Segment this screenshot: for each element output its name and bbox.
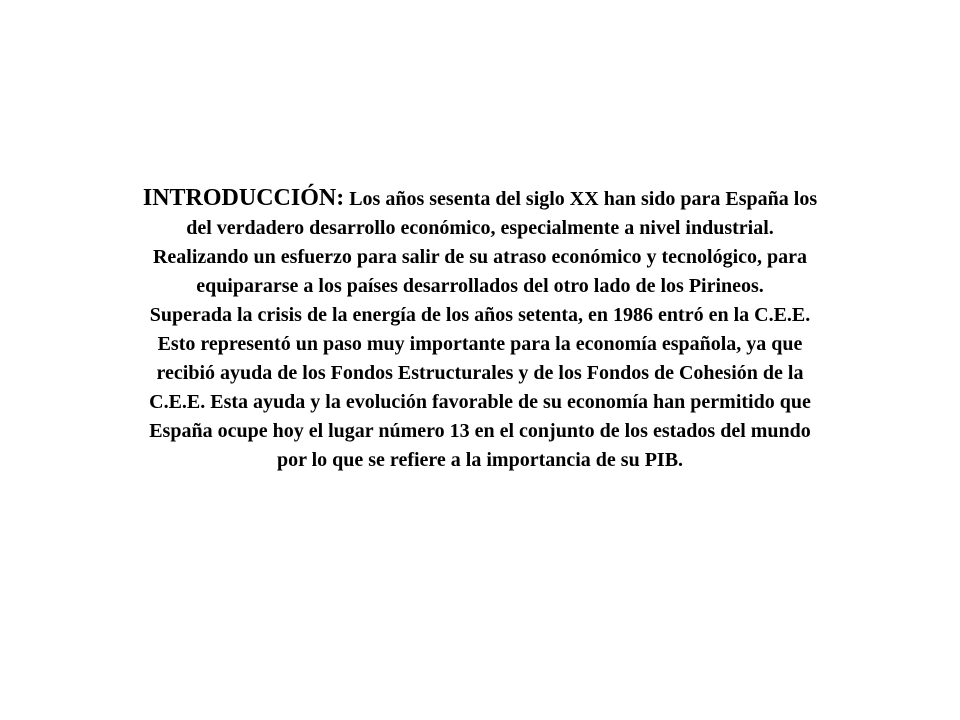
introduction-heading: INTRODUCCIÓN: — [142, 185, 345, 211]
paragraph-line-1 — [60, 184, 900, 214]
paragraph-line-4: equipararse a los países desarrollados del otro lado de los Pirineos. — [196, 275, 764, 297]
line-text: Los años sesenta del siglo XX han sido para España los — [344, 188, 818, 210]
paragraph-line-3: Realizando un esfuerzo para salir de su atraso económico y tecnológico, para — [152, 246, 807, 268]
introduction-paragraph — [60, 184, 900, 475]
paragraph-line-6: Esto representó un paso muy importante para la economía española, ya que — [157, 333, 803, 355]
paragraph-line-8: C.E.E. Esta ayuda y la evolución favorable de su economía han permitido que — [149, 391, 811, 413]
paragraph-line-9: España ocupe hoy el lugar número 13 en el conjunto de los estados del mundo — [149, 420, 811, 442]
paragraph-line-10: por lo que se refiere a la importancia de su PIB. — [276, 449, 684, 471]
paragraph-line-7: recibió ayuda de los Fondos Estructurales y de los Fondos de Cohesión de la — [156, 362, 804, 384]
paragraph-line-2: del verdadero desarrollo económico, especialmente a nivel industrial. — [186, 217, 774, 239]
paragraph-line-5: Superada la crisis de la energía de los años setenta, en 1986 entró en la C.E.E. — [149, 304, 811, 326]
